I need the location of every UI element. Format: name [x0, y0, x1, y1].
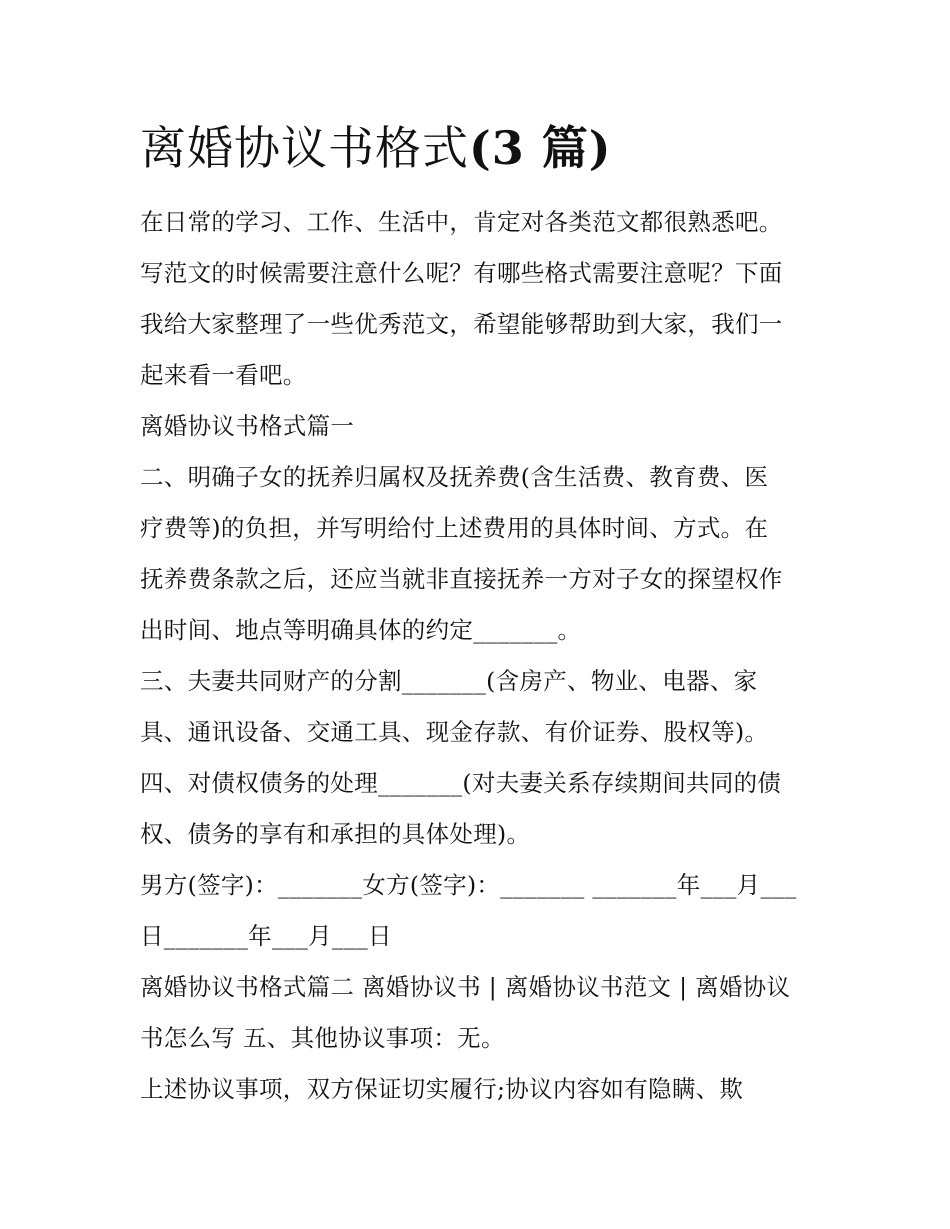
paragraph-line: 权、债务的享有和承担的具体处理)。 — [140, 820, 531, 848]
document-title-cjk: 离婚协议书格式 — [140, 121, 469, 175]
date-line: 日_______年___月___日 — [140, 922, 392, 950]
document-title-count: (3 篇) — [469, 121, 612, 175]
paragraph-line: 二、明确子女的抚养归属权及抚养费(含生活费、教育费、医 — [140, 463, 769, 491]
document-body — [140, 197, 820, 1115]
signature-line: 男方(签字)：_______女方(签字)：_______ _______年___月___ — [140, 871, 797, 899]
paragraph-line: 起来看一看吧。 — [140, 361, 307, 389]
paragraph-line: 四、对债权债务的处理_______(对夫妻关系存续期间共同的债 — [140, 769, 782, 797]
paragraph-line: 写范文的时候需要注意什么呢？有哪些格式需要注意呢？下面 — [140, 259, 783, 287]
section-heading: 离婚协议书格式篇一 — [140, 412, 355, 440]
paragraph-line: 抚养费条款之后，还应当就非直接抚养一方对子女的探望权作 — [140, 565, 783, 593]
document-title — [140, 118, 612, 178]
paragraph-line: 书怎么写 五、其他协议事项：无。 — [140, 1024, 505, 1052]
paragraph-line: 具、通讯设备、交通工具、现金存款、有价证券、股权等)。 — [140, 718, 769, 746]
paragraph-line: 出时间、地点等明确具体的约定_______。 — [140, 616, 582, 644]
paragraph-line: 疗费等)的负担，并写明给付上述费用的具体时间、方式。在 — [140, 514, 769, 542]
section-heading: 离婚协议书格式篇二 离婚协议书 | 离婚协议书范文 | 离婚协议 — [140, 973, 791, 1001]
paragraph-line: 三、夫妻共同财产的分割_______(含房产、物业、电器、家 — [140, 667, 758, 695]
paragraph-line: 在日常的学习、工作、生活中，肯定对各类范文都很熟悉吧。 — [140, 208, 783, 236]
paragraph-line: 我给大家整理了一些优秀范文，希望能够帮助到大家，我们一 — [140, 310, 783, 338]
paragraph-line: 上述协议事项，双方保证切实履行;协议内容如有隐瞒、欺 — [140, 1075, 744, 1103]
